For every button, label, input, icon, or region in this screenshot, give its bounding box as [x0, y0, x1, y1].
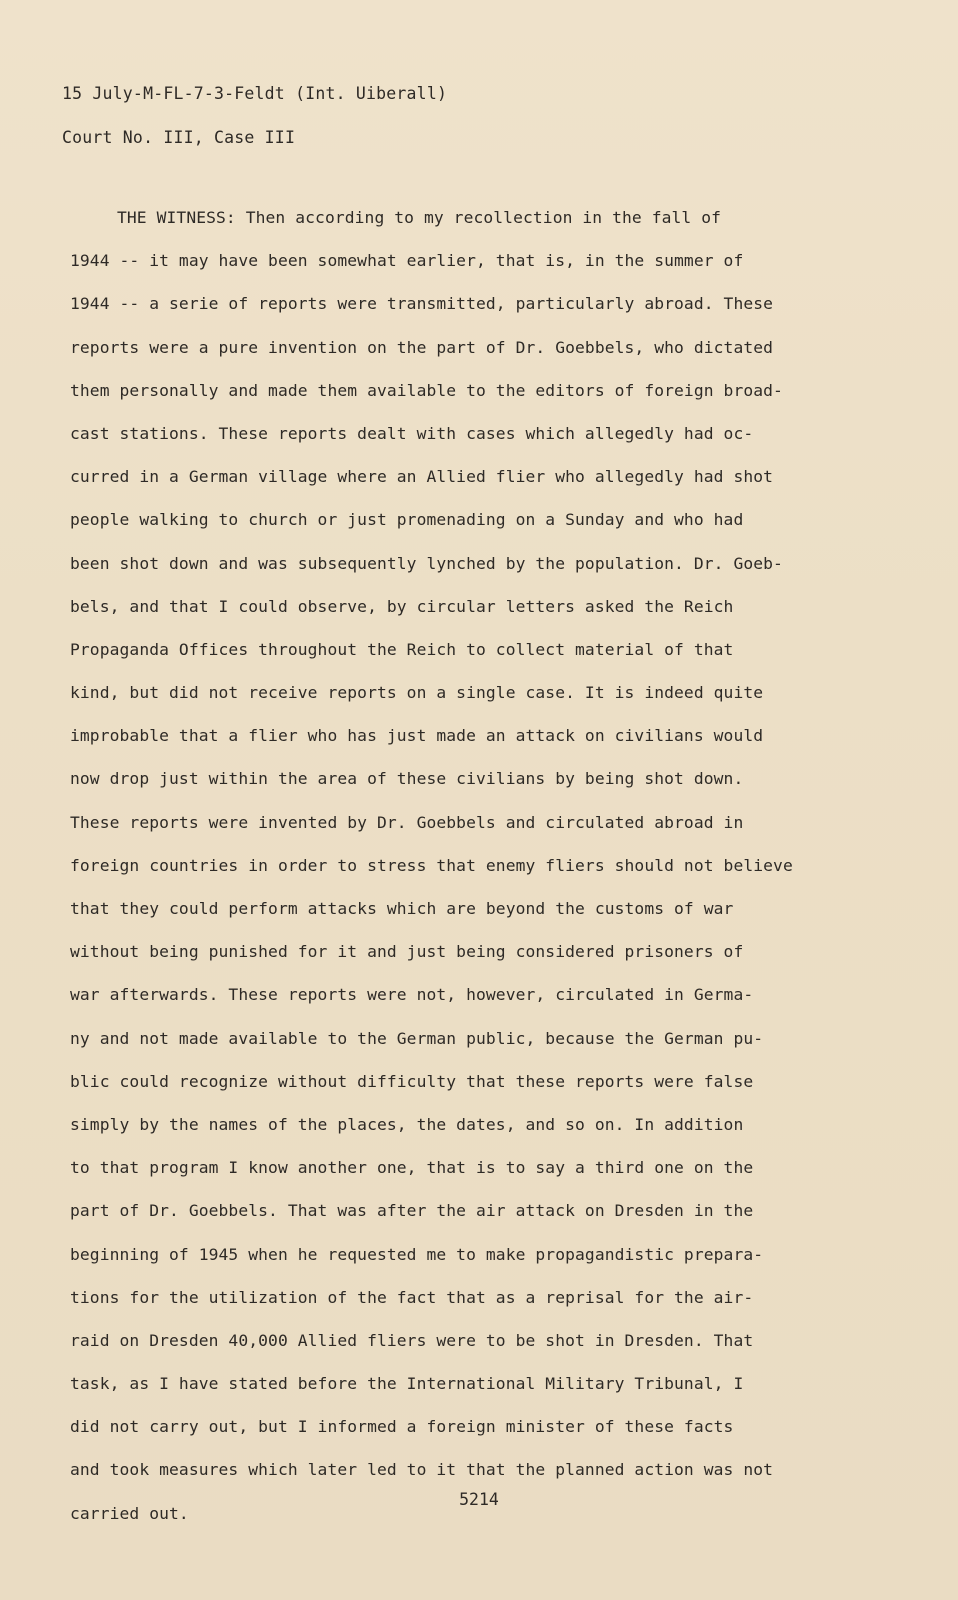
text-line: that they could perform attacks which are beyond the customs of war — [70, 899, 734, 918]
text-line: simply by the names of the places, the dates, and so on. In addition — [70, 1114, 744, 1134]
text-line: to that program I know another one, that is to say a third one on the — [70, 1158, 754, 1178]
text-line: task, as I have stated before the International Military Tribunal, I — [70, 1374, 744, 1394]
text-line: them personally and made them available to the editors of foreign broad- — [70, 380, 783, 400]
header-court-case: Court No. III, Case III — [62, 128, 296, 147]
text-line: foreign countries in order to stress that enemy fliers should not believe — [70, 855, 793, 875]
header-transcript-id: 15 July-M-FL-7-3-Feldt (Int. Uiberall) — [62, 84, 448, 103]
text-line: 1944 -- a serie of reports were transmitted, particularly abroad. These — [70, 294, 774, 314]
text-line: people walking to church or just promenading on a Sunday and who had — [70, 510, 744, 530]
text-line: raid on Dresden 40,000 Allied fliers were to be shot in Dresden. That — [70, 1330, 754, 1350]
text-line: These reports were invented by Dr. Goebbels and circulated abroad in — [70, 812, 744, 832]
page-number: 5214 — [459, 1490, 499, 1509]
text-line: THE WITNESS: Then according to my recollection in the fall of — [117, 208, 722, 227]
text-line: cast stations. These reports dealt with cases which allegedly had oc- — [70, 423, 754, 443]
text-line: Propaganda Offices throughout the Reich to collect material of that — [70, 639, 734, 659]
text-line: kind, but did not receive reports on a single case. It is indeed quite — [70, 683, 764, 703]
text-line: without being punished for it and just being considered prisoners of — [70, 942, 744, 962]
text-line: improbable that a flier who has just made an attack on civilians would — [70, 726, 764, 746]
text-line: reports were a pure invention on the part of Dr. Goebbels, who dictated — [70, 337, 774, 357]
text-line: blic could recognize without difficulty that these reports were false — [70, 1071, 754, 1091]
text-line: and took measures which later led to it that the planned action was not — [70, 1460, 774, 1480]
text-line: part of Dr. Goebbels. That was after the air attack on Dresden in the — [70, 1201, 754, 1221]
text-line: bels, and that I could observe, by circular letters asked the Reich — [70, 596, 734, 616]
text-line: beginning of 1945 when he requested me to make propagandistic prepara- — [70, 1244, 764, 1264]
testimony-body — [70, 196, 910, 1535]
text-line: war afterwards. These reports were not, however, circulated in Germa- — [70, 985, 754, 1005]
text-line: been shot down and was subsequently lynched by the population. Dr. Goeb- — [70, 553, 783, 573]
text-line: now drop just within the area of these civilians by being shot down. — [70, 769, 744, 789]
text-line: ny and not made available to the German public, because the German pu- — [70, 1028, 764, 1048]
text-line: tions for the utilization of the fact that as a reprisal for the air- — [70, 1287, 754, 1307]
text-line: carried out. — [70, 1503, 189, 1523]
text-line: did not carry out, but I informed a foreign minister of these facts — [70, 1417, 734, 1437]
text-line: curred in a German village where an Allied flier who allegedly had shot — [70, 467, 774, 487]
text-line: 1944 -- it may have been somewhat earlier, that is, in the summer of — [70, 251, 744, 271]
